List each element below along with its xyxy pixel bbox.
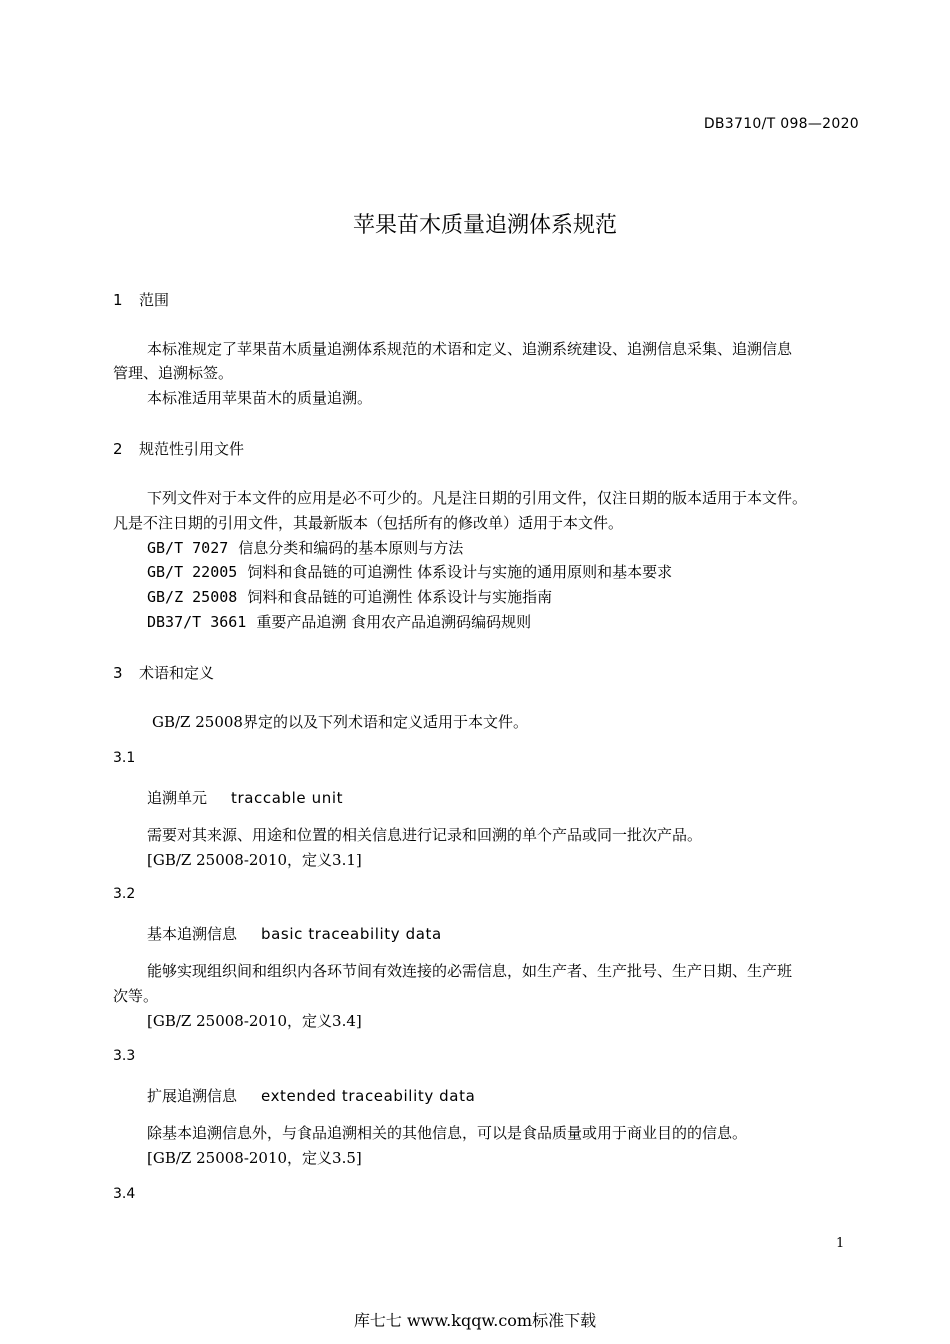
paragraph-line: 管理、追溯标签。	[113, 364, 234, 382]
definition-line: 能够实现组织间和组织内各环节间有效连接的必需信息，如生产者、生产批号、生产日期、生产班	[147, 962, 793, 980]
section-number: 2	[113, 440, 123, 458]
reference-title: 信息分类和编码的基本原则与方法	[238, 539, 464, 557]
term-english: basic traceability data	[261, 925, 442, 943]
term-entry	[147, 923, 442, 944]
paragraph-line: 本标准规定了苹果苗木质量追溯体系规范的术语和定义、追溯系统建设、追溯信息采集、追溯信息	[147, 340, 793, 358]
clause-number: 3.3	[113, 1048, 136, 1064]
definition-line: 除基本追溯信息外，与食品追溯相关的其他信息，可以是食品质量或用于商业目的的信息。	[147, 1124, 748, 1142]
reference-item	[147, 537, 463, 558]
section-title: 规范性引用文件	[139, 440, 245, 458]
page-title: 苹果苗木质量追溯体系规范	[352, 213, 617, 238]
paragraph-line: GB/Z 25008界定的以及下列术语和定义适用于本文件。	[152, 713, 528, 731]
reference-title: 饲料和食品链的可追溯性 体系设计与实施指南	[247, 588, 553, 606]
term-english: extended traceability data	[261, 1087, 476, 1105]
reference-code: GB/T 7027	[147, 539, 229, 557]
definition-line: 次等。	[113, 987, 159, 1005]
paragraph-line: 凡是不注日期的引用文件，其最新版本（包括所有的修改单）适用于本文件。	[113, 514, 624, 532]
reference-title: 重要产品追溯 食用农产品追溯码编码规则	[256, 613, 532, 631]
definition-source: [GB/Z 25008-2010，定义3.1]	[147, 851, 362, 869]
section-heading-normative-references	[113, 438, 244, 459]
term-chinese: 追溯单元	[147, 789, 208, 807]
section-heading-scope	[113, 289, 169, 310]
paragraph-line: 本标准适用苹果苗木的质量追溯。	[147, 389, 373, 407]
section-number: 1	[113, 291, 123, 309]
reference-code: GB/T 22005	[147, 563, 238, 581]
reference-item	[147, 561, 672, 582]
clause-number: 3.2	[113, 886, 136, 902]
section-number: 3	[113, 664, 123, 682]
term-chinese: 基本追溯信息	[147, 925, 238, 943]
term-entry	[147, 787, 343, 808]
clause-number: 3.4	[113, 1186, 136, 1202]
section-title: 术语和定义	[139, 664, 215, 682]
reference-code: DB37/T 3661	[147, 613, 247, 631]
reference-item	[147, 611, 531, 632]
definition-source: [GB/Z 25008-2010，定义3.4]	[147, 1012, 362, 1030]
section-heading-terms-definitions	[113, 662, 214, 683]
term-english: traccable unit	[231, 789, 344, 807]
term-chinese: 扩展追溯信息	[147, 1087, 238, 1105]
reference-title: 饲料和食品链的可追溯性 体系设计与实施的通用原则和基本要求	[247, 563, 673, 581]
definition-line: 需要对其来源、用途和位置的相关信息进行记录和回溯的单个产品或同一批次产品。	[147, 826, 703, 844]
footer-site-label: 库七七 www.kqqw.com标准下载	[353, 1311, 597, 1330]
term-entry	[147, 1085, 475, 1106]
page-number: 1	[836, 1236, 845, 1251]
definition-source: [GB/Z 25008-2010，定义3.5]	[147, 1149, 362, 1167]
document-number: DB3710/T 098—2020	[703, 116, 859, 132]
reference-code: GB/Z 25008	[147, 588, 238, 606]
paragraph-line: 下列文件对于本文件的应用是必不可少的。凡是注日期的引用文件，仅注日期的版本适用于本文件。	[147, 489, 808, 507]
clause-number: 3.1	[113, 750, 136, 766]
section-title: 范围	[139, 291, 170, 309]
reference-item	[147, 586, 552, 607]
